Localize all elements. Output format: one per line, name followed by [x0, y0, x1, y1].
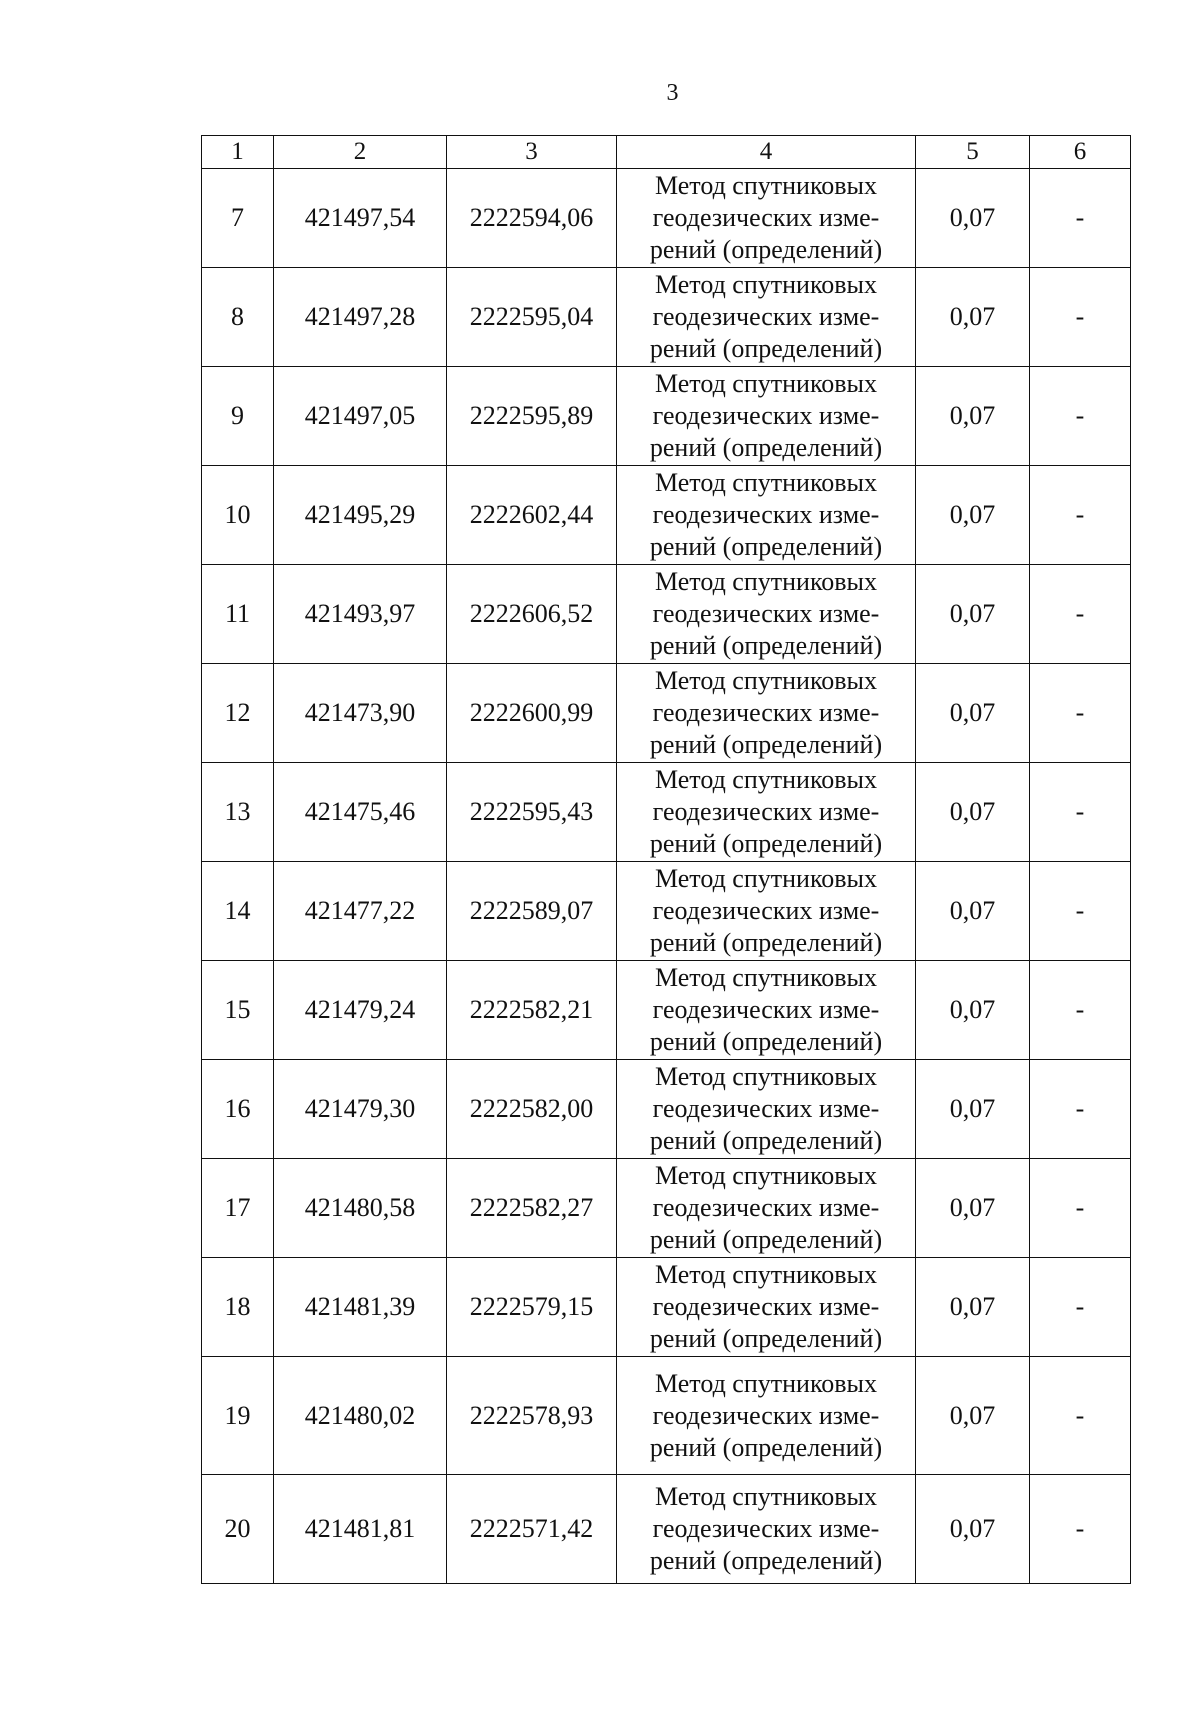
y-coordinate-cell: 2222602,44 [447, 466, 617, 565]
y-coordinate-cell: 2222595,89 [447, 367, 617, 466]
point-number-cell: 19 [202, 1357, 274, 1475]
note-cell: - [1030, 961, 1131, 1060]
table-row [202, 466, 1131, 565]
method-line: Метод спутниковых [654, 963, 877, 992]
note-cell: - [1030, 565, 1131, 664]
method-line: геодезических изме- [652, 1094, 880, 1123]
point-number-cell: 14 [202, 862, 274, 961]
point-number-cell: 12 [202, 664, 274, 763]
table-row [202, 1159, 1131, 1258]
table-row [202, 664, 1131, 763]
accuracy-cell: 0,07 [916, 763, 1030, 862]
method-line: геодезических изме- [652, 698, 880, 727]
x-coordinate-cell: 421497,54 [274, 169, 447, 268]
method-cell [617, 1475, 916, 1584]
coordinates-table [201, 135, 1131, 1584]
method-line: рений (определений) [649, 433, 883, 462]
method-line: Метод спутниковых [654, 1062, 877, 1091]
header-cell: 4 [617, 136, 916, 169]
method-line: Метод спутниковых [654, 270, 877, 299]
method-line: рений (определений) [649, 1126, 883, 1155]
x-coordinate-cell: 421497,05 [274, 367, 447, 466]
accuracy-cell: 0,07 [916, 1475, 1030, 1584]
y-coordinate-cell: 2222600,99 [447, 664, 617, 763]
method-cell [617, 268, 916, 367]
y-coordinate-cell: 2222595,43 [447, 763, 617, 862]
method-line: геодезических изме- [652, 1292, 880, 1321]
x-coordinate-cell: 421477,22 [274, 862, 447, 961]
table-row [202, 268, 1131, 367]
method-line: геодезических изме- [652, 797, 880, 826]
method-cell [617, 565, 916, 664]
y-coordinate-cell: 2222578,93 [447, 1357, 617, 1475]
method-cell [617, 466, 916, 565]
method-line: Метод спутниковых [654, 1161, 877, 1190]
method-cell [617, 862, 916, 961]
table-row [202, 169, 1131, 268]
y-coordinate-cell: 2222579,15 [447, 1258, 617, 1357]
method-line: рений (определений) [649, 631, 883, 660]
x-coordinate-cell: 421479,24 [274, 961, 447, 1060]
accuracy-cell: 0,07 [916, 1357, 1030, 1475]
point-number-cell: 10 [202, 466, 274, 565]
method-line: Метод спутниковых [654, 369, 877, 398]
table-header-row [202, 136, 1131, 169]
method-line: Метод спутниковых [654, 765, 877, 794]
point-number-cell: 7 [202, 169, 274, 268]
x-coordinate-cell: 421480,02 [274, 1357, 447, 1475]
header-cell: 6 [1030, 136, 1131, 169]
method-cell [617, 1357, 916, 1475]
accuracy-cell: 0,07 [916, 862, 1030, 961]
table-row [202, 565, 1131, 664]
accuracy-cell: 0,07 [916, 565, 1030, 664]
x-coordinate-cell: 421481,39 [274, 1258, 447, 1357]
method-cell [617, 763, 916, 862]
point-number-cell: 20 [202, 1475, 274, 1584]
method-line: рений (определений) [649, 235, 883, 264]
method-cell [617, 1159, 916, 1258]
method-line: геодезических изме- [652, 896, 880, 925]
method-line: геодезических изме- [652, 1400, 880, 1430]
note-cell: - [1030, 664, 1131, 763]
x-coordinate-cell: 421473,90 [274, 664, 447, 763]
method-cell [617, 961, 916, 1060]
method-line: рений (определений) [649, 334, 883, 363]
note-cell: - [1030, 862, 1131, 961]
table-row [202, 763, 1131, 862]
method-line: Метод спутниковых [654, 567, 877, 596]
note-cell: - [1030, 1475, 1131, 1584]
method-line: Метод спутниковых [654, 864, 877, 893]
x-coordinate-cell: 421480,58 [274, 1159, 447, 1258]
y-coordinate-cell: 2222589,07 [447, 862, 617, 961]
accuracy-cell: 0,07 [916, 268, 1030, 367]
method-line: рений (определений) [649, 1027, 883, 1056]
table-row [202, 1258, 1131, 1357]
x-coordinate-cell: 421475,46 [274, 763, 447, 862]
point-number-cell: 18 [202, 1258, 274, 1357]
method-cell [617, 664, 916, 763]
point-number-cell: 16 [202, 1060, 274, 1159]
method-line: Метод спутниковых [654, 666, 877, 695]
y-coordinate-cell: 2222582,27 [447, 1159, 617, 1258]
method-line: рений (определений) [649, 1225, 883, 1254]
header-cell: 3 [447, 136, 617, 169]
x-coordinate-cell: 421479,30 [274, 1060, 447, 1159]
method-line: Метод спутниковых [654, 1368, 877, 1398]
table-row [202, 1357, 1131, 1475]
note-cell: - [1030, 1357, 1131, 1475]
note-cell: - [1030, 1258, 1131, 1357]
point-number-cell: 9 [202, 367, 274, 466]
method-line: геодезических изме- [652, 599, 880, 628]
method-cell [617, 367, 916, 466]
point-number-cell: 11 [202, 565, 274, 664]
note-cell: - [1030, 367, 1131, 466]
table-row [202, 367, 1131, 466]
method-line: рений (определений) [649, 730, 883, 759]
method-line: Метод спутниковых [654, 171, 877, 200]
point-number-cell: 15 [202, 961, 274, 1060]
accuracy-cell: 0,07 [916, 1258, 1030, 1357]
method-line: рений (определений) [649, 829, 883, 858]
method-cell [617, 169, 916, 268]
method-cell [617, 1060, 916, 1159]
point-number-cell: 17 [202, 1159, 274, 1258]
table-row [202, 961, 1131, 1060]
method-line: рений (определений) [649, 1432, 883, 1462]
x-coordinate-cell: 421495,29 [274, 466, 447, 565]
header-cell: 5 [916, 136, 1030, 169]
note-cell: - [1030, 268, 1131, 367]
accuracy-cell: 0,07 [916, 1159, 1030, 1258]
y-coordinate-cell: 2222595,04 [447, 268, 617, 367]
accuracy-cell: 0,07 [916, 367, 1030, 466]
y-coordinate-cell: 2222582,00 [447, 1060, 617, 1159]
method-line: рений (определений) [649, 1324, 883, 1353]
method-cell [617, 1258, 916, 1357]
note-cell: - [1030, 1060, 1131, 1159]
page-number: 3 [666, 80, 679, 106]
method-line: геодезических изме- [652, 1193, 880, 1222]
method-line: геодезических изме- [652, 302, 880, 331]
table-row [202, 862, 1131, 961]
accuracy-cell: 0,07 [916, 664, 1030, 763]
point-number-cell: 8 [202, 268, 274, 367]
accuracy-cell: 0,07 [916, 466, 1030, 565]
x-coordinate-cell: 421497,28 [274, 268, 447, 367]
method-line: геодезических изме- [652, 995, 880, 1024]
accuracy-cell: 0,07 [916, 961, 1030, 1060]
x-coordinate-cell: 421481,81 [274, 1475, 447, 1584]
note-cell: - [1030, 763, 1131, 862]
method-line: Метод спутниковых [654, 1482, 877, 1511]
method-line: геодезических изме- [652, 203, 880, 232]
accuracy-cell: 0,07 [916, 169, 1030, 268]
y-coordinate-cell: 2222582,21 [447, 961, 617, 1060]
header-cell: 1 [202, 136, 274, 169]
method-line: геодезических изме- [652, 1514, 880, 1543]
table-row [202, 1475, 1131, 1584]
method-line: геодезических изме- [652, 401, 880, 430]
method-line: Метод спутниковых [654, 468, 877, 497]
y-coordinate-cell: 2222606,52 [447, 565, 617, 664]
method-line: рений (определений) [649, 532, 883, 561]
method-line: рений (определений) [649, 1546, 883, 1575]
x-coordinate-cell: 421493,97 [274, 565, 447, 664]
method-line: геодезических изме- [652, 500, 880, 529]
method-line: Метод спутниковых [654, 1260, 877, 1289]
table-row [202, 1060, 1131, 1159]
method-line: рений (определений) [649, 928, 883, 957]
note-cell: - [1030, 1159, 1131, 1258]
header-cell: 2 [274, 136, 447, 169]
point-number-cell: 13 [202, 763, 274, 862]
y-coordinate-cell: 2222594,06 [447, 169, 617, 268]
note-cell: - [1030, 169, 1131, 268]
accuracy-cell: 0,07 [916, 1060, 1030, 1159]
note-cell: - [1030, 466, 1131, 565]
y-coordinate-cell: 2222571,42 [447, 1475, 617, 1584]
